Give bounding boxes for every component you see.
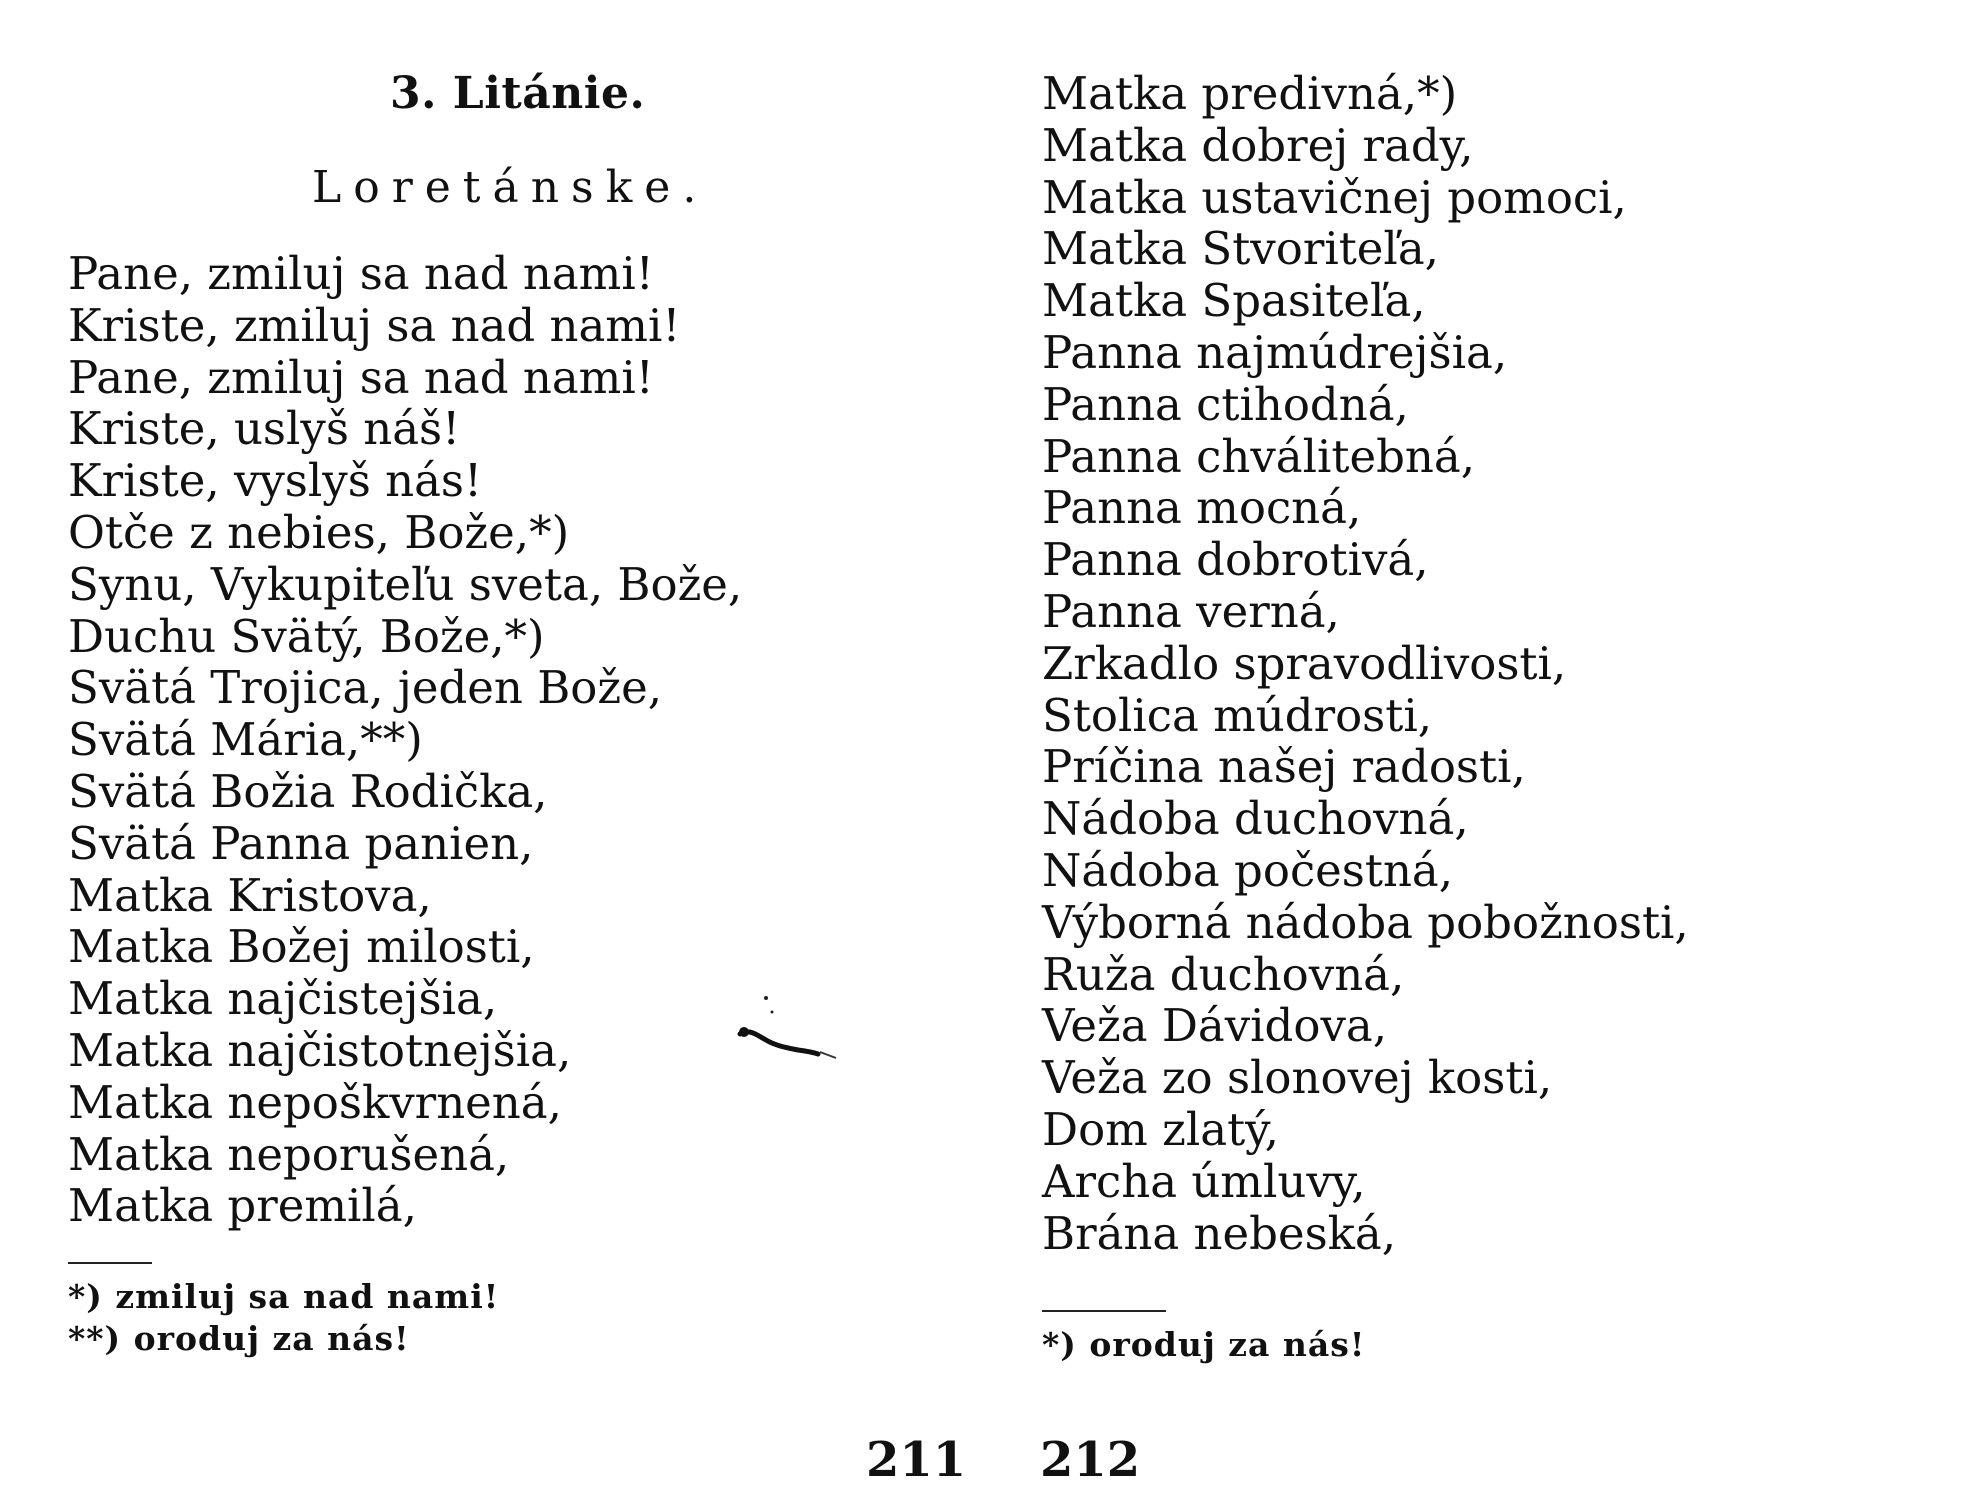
litany-line: Pane, zmiluj sa nad nami! [68, 350, 654, 404]
litany-line: Matka premilá, [68, 1179, 417, 1233]
ink-smudge-icon [736, 990, 846, 1060]
litany-line: Svätá Božia Rodička, [68, 764, 548, 818]
litany-line: Svätá Mária,**) [68, 713, 423, 767]
litany-subtitle: Loretánske. [312, 162, 709, 213]
litany-line: Archa úmluvy, [1042, 1154, 1366, 1208]
litany-line: Matka nepoškvrnená, [68, 1075, 562, 1129]
section-title: 3. Litánie. [390, 68, 646, 119]
litany-line: Panna najmúdrejšia, [1042, 325, 1508, 379]
footnote: *) oroduj za nás! [1042, 1325, 1366, 1364]
litany-line: Ruža duchovná, [1042, 947, 1405, 1001]
litany-line: Matka najčistejšia, [68, 972, 498, 1026]
litany-line: Kriste, zmiluj sa nad nami! [68, 298, 681, 352]
litany-line: Veža Dávidova, [1042, 999, 1388, 1053]
litany-line: Dom zlatý, [1042, 1102, 1279, 1156]
litany-line: Matka predivná,*) [1042, 67, 1458, 120]
litany-line: Otče z nebies, Bože,*) [68, 505, 570, 559]
right-page [990, 0, 1980, 1500]
litany-line: Panna dobrotivá, [1042, 533, 1429, 587]
litany-line: Pane, zmiluj sa nad nami! [68, 247, 654, 300]
litany-line: Matka neporušená, [68, 1127, 510, 1181]
litany-line: Kriste, vyslyš nás! [68, 454, 483, 508]
litany-line: Panna mocná, [1042, 481, 1362, 535]
litany-line: Matka ustavičnej pomoci, [1042, 170, 1627, 224]
footnote: **) oroduj za nás! [68, 1319, 410, 1358]
litany-line: Panna ctihodná, [1042, 377, 1409, 431]
litany-line: Duchu Svätý, Bože,*) [68, 609, 545, 663]
litany-line: Matka najčistotnejšia, [68, 1023, 572, 1077]
litany-line: Príčina našej radosti, [1042, 740, 1526, 794]
litany-line: Matka dobrej rady, [1042, 118, 1474, 172]
left-footnotes [68, 1276, 499, 1360]
litany-line: Brána nebeská, [1042, 1206, 1397, 1260]
page-number: 212 [1040, 1432, 1141, 1488]
litany-line: Matka Božej milosti, [68, 920, 535, 974]
right-footnotes [1042, 1324, 1365, 1366]
litany-line: Nádoba počestná, [1042, 843, 1454, 897]
litany-line: Veža zo slonovej kosti, [1042, 1051, 1553, 1105]
litany-line: Nádoba duchovná, [1042, 792, 1469, 846]
litany-line: Matka Kristova, [68, 868, 432, 922]
footnote-rule [68, 1262, 152, 1264]
page-number: 211 [866, 1432, 967, 1488]
litany-line: Matka Stvoriteľa, [1042, 222, 1439, 276]
litany-line: Svätá Trojica, jeden Bože, [68, 661, 663, 715]
litany-line: Zrkadlo spravodlivosti, [1042, 636, 1567, 690]
left-verse-list [68, 248, 742, 1232]
litany-line: Matka Spasiteľa, [1042, 274, 1426, 328]
litany-line: Synu, Vykupiteľu sveta, Bože, [68, 557, 743, 611]
right-verse-list [1042, 68, 1689, 1259]
litany-line: Panna verná, [1042, 584, 1340, 638]
litany-line: Panna chválitebná, [1042, 429, 1476, 483]
litany-line: Kriste, uslyš náš! [68, 402, 461, 456]
litany-line: Stolica múdrosti, [1042, 688, 1433, 742]
footnote-rule [1042, 1310, 1166, 1312]
litany-line: Výborná nádoba pobožnosti, [1042, 895, 1689, 949]
footnote: *) zmiluj sa nad nami! [68, 1277, 500, 1316]
litany-line: Svätá Panna panien, [68, 816, 534, 870]
